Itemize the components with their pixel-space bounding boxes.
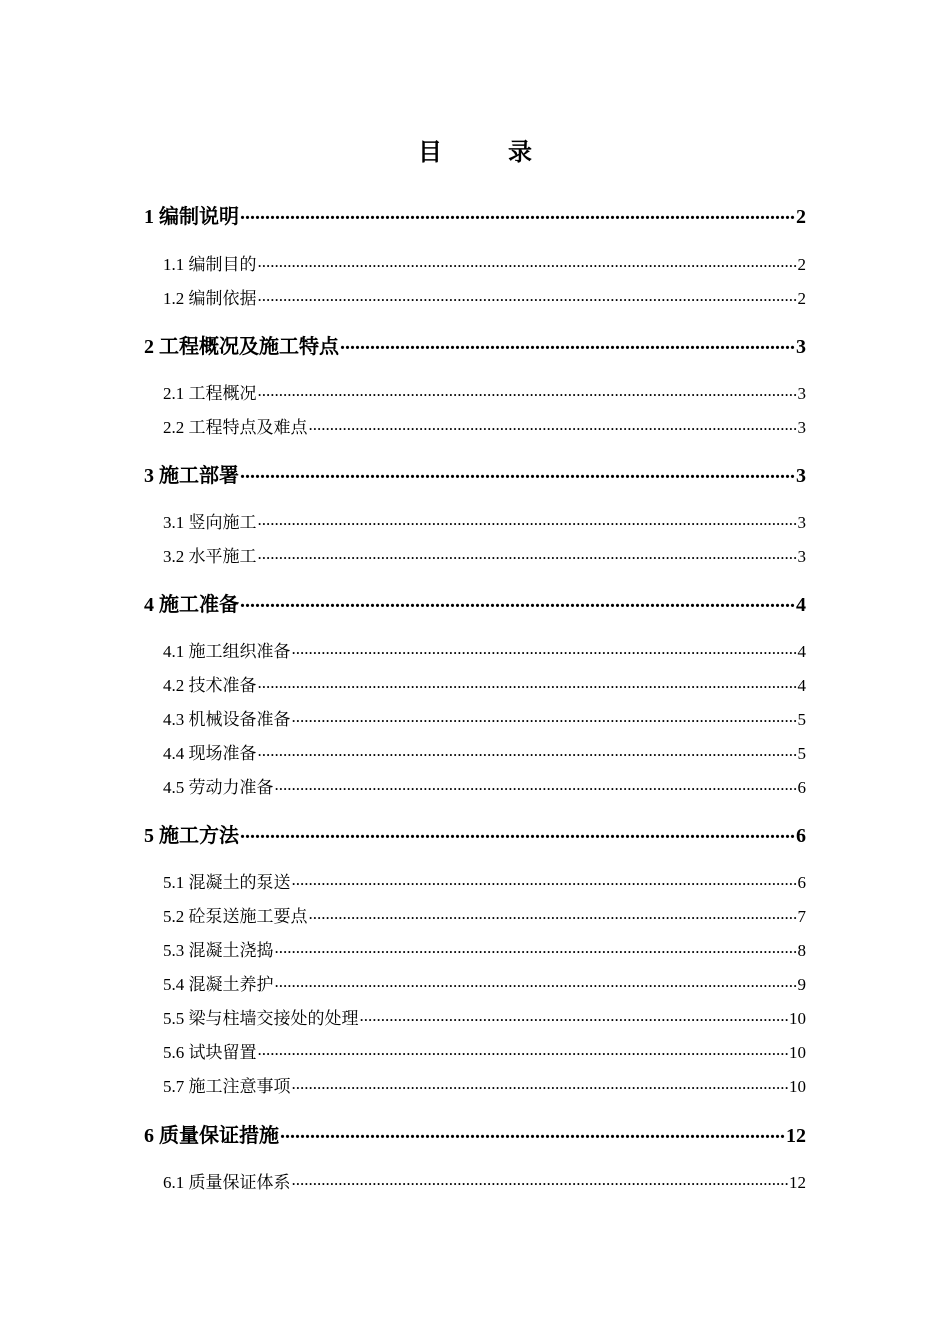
toc-page-number: 4 (797, 642, 806, 661)
toc-dot-leader (240, 822, 795, 842)
toc-entry-label: 4.5 劳动力准备 (163, 778, 274, 797)
toc-subsection-entry[interactable] (163, 1038, 806, 1063)
toc-page-number: 3 (796, 465, 806, 487)
toc-entry-label: 1.1 编制目的 (163, 255, 257, 274)
toc-dot-leader (309, 905, 797, 922)
toc-entry-label: 6 质量保证措施 (144, 1125, 279, 1147)
toc-title (0, 132, 950, 167)
toc-page-number: 4 (796, 594, 806, 616)
toc-page-number: 7 (797, 907, 806, 926)
toc-dot-leader (280, 1122, 785, 1142)
toc-entry-label: 5.3 混凝土浇捣 (163, 941, 274, 960)
toc-dot-leader (292, 1171, 789, 1188)
toc-dot-leader (240, 591, 795, 611)
toc-subsection-entry[interactable] (163, 1072, 806, 1097)
toc-entry-label: 4.1 施工组织准备 (163, 642, 291, 661)
toc-dot-leader (258, 1041, 789, 1058)
toc-section-entry[interactable] (144, 1119, 806, 1148)
toc-page-number: 2 (796, 206, 806, 228)
toc-entry-label: 2 工程概况及施工特点 (144, 336, 339, 358)
toc-page-number: 12 (786, 1125, 806, 1147)
toc-subsection-entry[interactable] (163, 705, 806, 730)
toc-page-number: 8 (797, 941, 806, 960)
toc-entry-label: 6.1 质量保证体系 (163, 1173, 291, 1192)
toc-section-entry[interactable] (144, 819, 806, 848)
toc-dot-leader (258, 382, 797, 399)
toc-dot-leader (258, 253, 797, 270)
toc-entry-label: 2.1 工程概况 (163, 384, 257, 403)
toc-entry-label: 1.2 编制依据 (163, 289, 257, 308)
toc-page-number: 10 (789, 1009, 806, 1028)
toc-entry-label: 3.1 竖向施工 (163, 513, 257, 532)
toc-subsection-entry[interactable] (163, 250, 806, 275)
toc-page-number: 3 (797, 547, 806, 566)
toc-entry-label: 5 施工方法 (144, 825, 239, 847)
toc-subsection-entry[interactable] (163, 936, 806, 961)
toc-subsection-entry[interactable] (163, 1004, 806, 1029)
toc-entry-label: 5.1 混凝土的泵送 (163, 873, 291, 892)
toc-page-number: 10 (789, 1043, 806, 1062)
toc-page-number: 2 (797, 289, 806, 308)
toc-entry-label: 3.2 水平施工 (163, 547, 257, 566)
toc-subsection-entry[interactable] (163, 284, 806, 309)
toc-page-number: 6 (797, 873, 806, 892)
toc-entry-label: 1 编制说明 (144, 206, 239, 228)
toc-page-number: 5 (797, 744, 806, 763)
toc-dot-leader (340, 333, 795, 353)
toc-page-number: 12 (789, 1173, 806, 1192)
toc-page-number: 3 (797, 513, 806, 532)
toc-dot-leader (258, 287, 797, 304)
toc-page-number: 3 (797, 418, 806, 437)
toc-dot-leader (258, 545, 797, 562)
toc-subsection-entry[interactable] (163, 970, 806, 995)
toc-subsection-entry[interactable] (163, 868, 806, 893)
toc-page-number: 2 (797, 255, 806, 274)
toc-dot-leader (309, 416, 797, 433)
toc-dot-leader (258, 674, 797, 691)
toc-page-number: 4 (797, 676, 806, 695)
toc-page-number: 3 (797, 384, 806, 403)
toc-entry-label: 4.2 技术准备 (163, 676, 257, 695)
toc-entry-label: 4.3 机械设备准备 (163, 710, 291, 729)
toc-dot-leader (360, 1007, 789, 1024)
toc-section-entry[interactable] (144, 200, 806, 229)
toc-entry-label: 3 施工部署 (144, 465, 239, 487)
toc-dot-leader (275, 776, 797, 793)
toc-page-number: 10 (789, 1077, 806, 1096)
toc-entry-label: 2.2 工程特点及难点 (163, 418, 308, 437)
toc-dot-leader (292, 1075, 789, 1092)
toc-page-number: 6 (796, 825, 806, 847)
toc-entry-label: 4.4 现场准备 (163, 744, 257, 763)
toc-section-entry[interactable] (144, 330, 806, 359)
toc-dot-leader (258, 742, 797, 759)
toc-dot-leader (292, 871, 797, 888)
toc-entry-label: 5.4 混凝土养护 (163, 975, 274, 994)
toc-dot-leader (240, 462, 795, 482)
toc-entry-label: 5.2 砼泵送施工要点 (163, 907, 308, 926)
toc-subsection-entry[interactable] (163, 902, 806, 927)
toc-page-number: 9 (797, 975, 806, 994)
toc-page-number: 3 (796, 336, 806, 358)
toc-entry-label: 4 施工准备 (144, 594, 239, 616)
toc-subsection-entry[interactable] (163, 379, 806, 404)
toc-title-char-1: 目 (418, 140, 442, 166)
toc-subsection-entry[interactable] (163, 508, 806, 533)
toc-subsection-entry[interactable] (163, 542, 806, 567)
toc-subsection-entry[interactable] (163, 1168, 806, 1193)
toc-subsection-entry[interactable] (163, 413, 806, 438)
toc-dot-leader (258, 511, 797, 528)
toc-subsection-entry[interactable] (163, 773, 806, 798)
toc-section-entry[interactable] (144, 588, 806, 617)
toc-page-number: 6 (797, 778, 806, 797)
toc-entry-label: 5.7 施工注意事项 (163, 1077, 291, 1096)
toc-subsection-entry[interactable] (163, 637, 806, 662)
toc-subsection-entry[interactable] (163, 739, 806, 764)
toc-entry-label: 5.5 梁与柱墙交接处的处理 (163, 1009, 359, 1028)
toc-subsection-entry[interactable] (163, 671, 806, 696)
toc-entry-label: 5.6 试块留置 (163, 1043, 257, 1062)
toc-dot-leader (275, 939, 797, 956)
toc-dot-leader (292, 640, 797, 657)
toc-title-char-2: 录 (508, 140, 532, 166)
toc-dot-leader (275, 973, 797, 990)
toc-dot-leader (240, 203, 795, 223)
toc-section-entry[interactable] (144, 459, 806, 488)
toc-page-number: 5 (797, 710, 806, 729)
toc-dot-leader (292, 708, 797, 725)
